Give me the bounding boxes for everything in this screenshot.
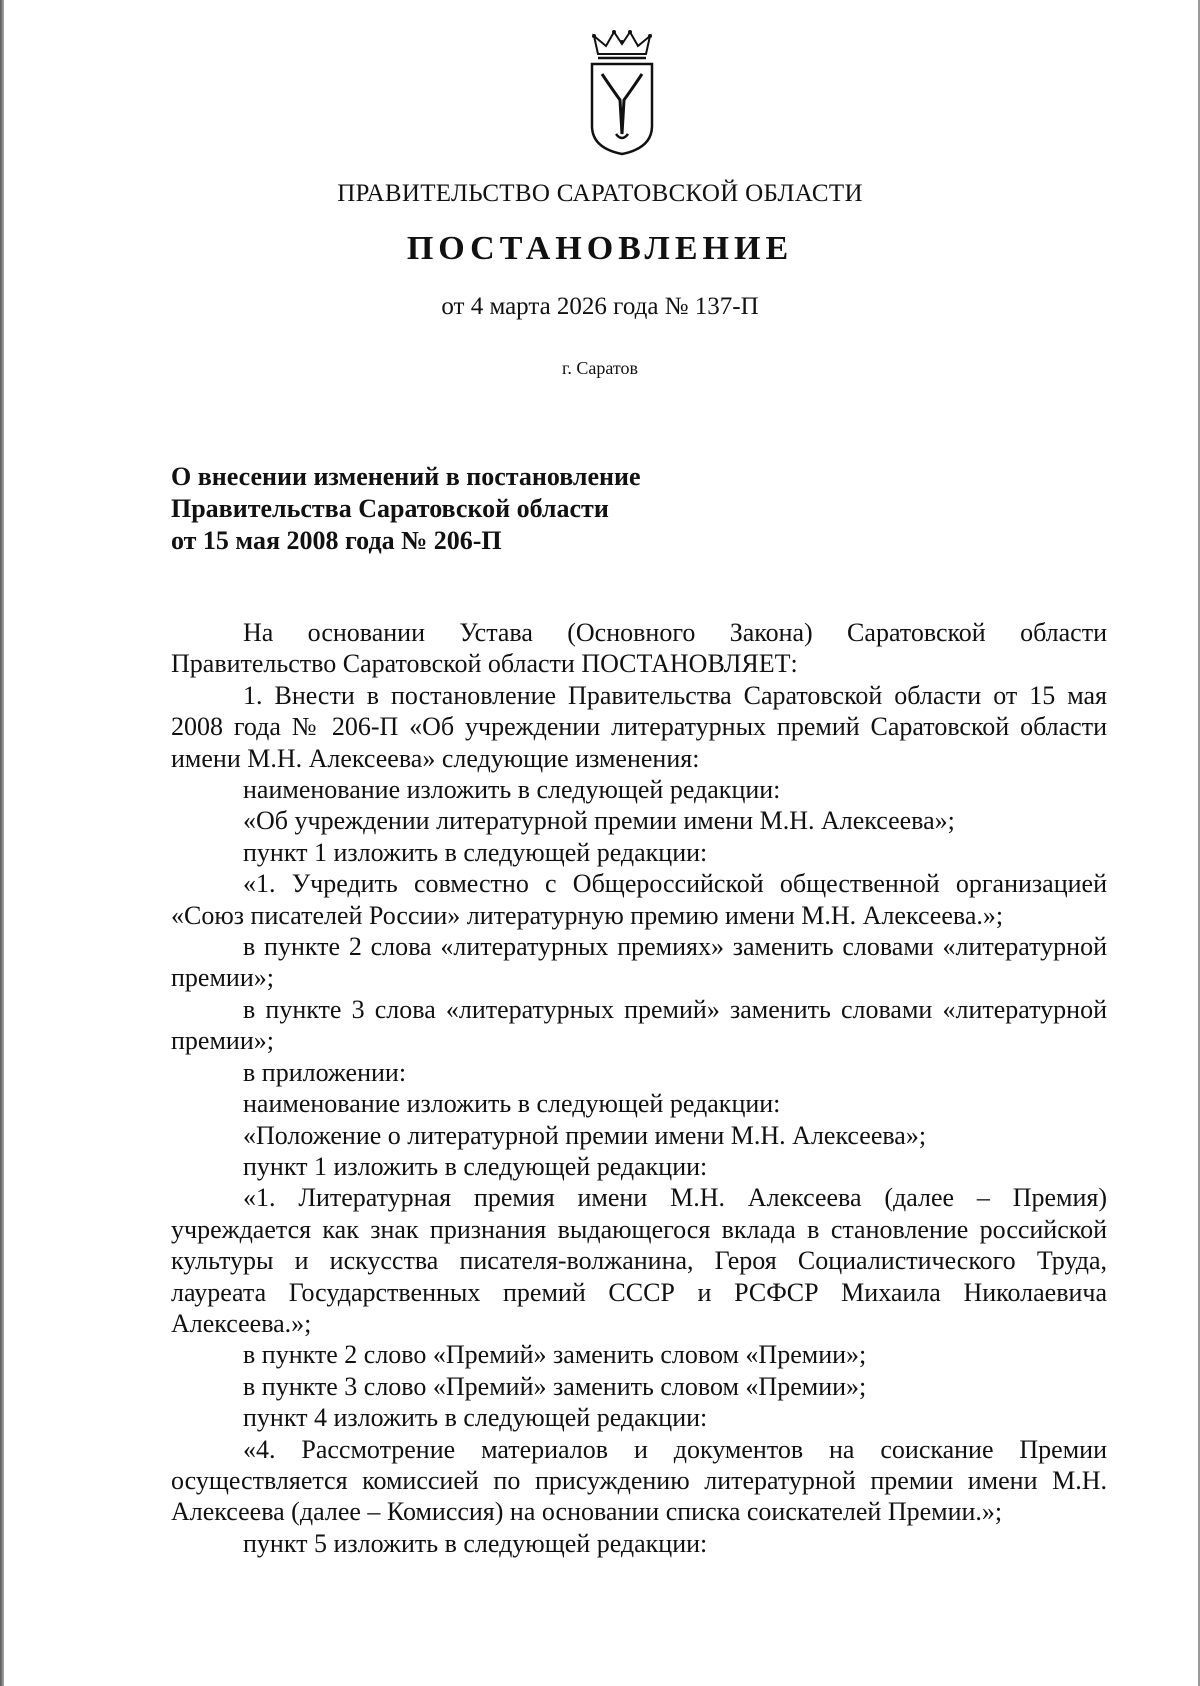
body-paragraph: На основании Устава (Основного Закона) Саратовской области Правительство Саратовской области ПОСТАНОВЛЯЕТ: <box>171 618 1107 679</box>
body-paragraph: «Об учреждении литературной премии имени М.Н. Алексеева»; <box>243 806 955 836</box>
government-name: ПРАВИТЕЛЬСТВО САРАТОВСКОЙ ОБЛАСТИ <box>337 180 863 207</box>
subject-line: от 15 мая 2008 года № 206-П <box>171 526 502 555</box>
body-paragraph: наименование изложить в следующей редакции: <box>243 1089 781 1119</box>
saratov-coat-of-arms-icon <box>586 30 658 158</box>
body-paragraph: пункт 5 изложить в следующей редакции: <box>243 1528 708 1558</box>
subject-line: О внесении изменений в постановление <box>171 462 641 491</box>
body-paragraph: в пункте 3 слово «Премий» заменить словом «Премии»; <box>243 1371 867 1401</box>
document-subject <box>171 461 871 557</box>
city: г. Саратов <box>562 358 638 378</box>
body-paragraph: «Положение о литературной премии имени М.Н. Алексеева»; <box>243 1120 927 1150</box>
body-paragraph: 1. Внести в постановление Правительства Саратовской области от 15 мая 2008 года № 206-П «Об учреждении литературных премий Саратовской области имени М.Н. Алексеева» следующие изменения: <box>171 680 1107 773</box>
body-paragraph: в пункте 3 слова «литературных премий» заменить словами «литературной премии»; <box>171 994 1107 1056</box>
body-paragraph: «1. Учредить совместно с Общероссийской общественной организацией «Союз писателей России» литературную премию имени М.Н. Алексеева.»; <box>171 869 1107 930</box>
subject-line: Правительства Саратовской области <box>171 494 609 523</box>
document-body <box>171 617 1107 1559</box>
body-paragraph: «4. Рассмотрение материалов и документов на соискание Премии осуществляется комиссией по присуждению литературной премии имени М.Н. Алексеева (далее – Комиссия) на основании списка соискателей Премии.»; <box>171 1434 1107 1527</box>
body-paragraph: в приложении: <box>243 1057 407 1087</box>
body-paragraph: в пункте 2 слово «Премий» заменить словом «Премии»; <box>243 1340 867 1370</box>
body-paragraph: пункт 4 изложить в следующей редакции: <box>243 1403 708 1433</box>
body-paragraph: наименование изложить в следующей редакции: <box>243 775 781 805</box>
body-paragraph: пункт 1 изложить в следующей редакции: <box>243 1151 708 1181</box>
document-date-number: от 4 марта 2026 года № 137-П <box>441 293 759 320</box>
body-paragraph: «1. Литературная премия имени М.Н. Алексеева (далее – Премия) учреждается как знак признания выдающегося вклада в становление российской культуры и искусства писателя-волжанина, Героя Социалистического Труда, лауреата Государственных премий СССР и РСФСР Михаила Николаевича Алексеева.»; <box>171 1183 1107 1338</box>
body-paragraph: пункт 1 изложить в следующей редакции: <box>243 837 708 867</box>
document-type: ПОСТАНОВЛЕНИЕ <box>406 230 794 267</box>
body-paragraph: в пункте 2 слова «литературных премиях» заменить словами «литературной премии»; <box>171 932 1107 993</box>
